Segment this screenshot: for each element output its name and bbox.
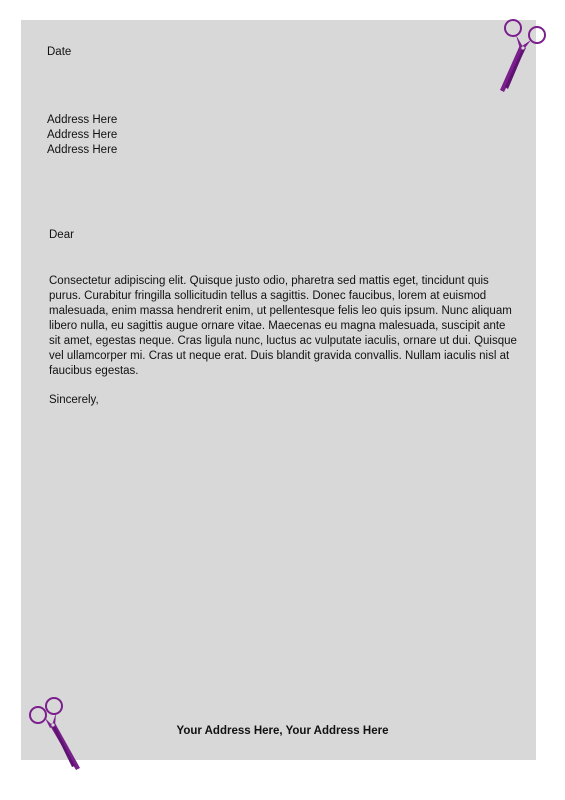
address-line-2: Address Here [47,129,118,141]
address-block [47,113,117,158]
greeting: Dear [49,229,74,241]
scissors-icon [492,18,548,94]
letter-body: Consectetur adipiscing elit. Quisque justo odio, pharetra sed mattis eget, tincidunt quis purus. Curabitur fringilla sollicitudin tellus a sagittis. Donec faucibus, lorem at euismod malesuada, enim massa hendrerit enim, ut pellentesque felis leo quis ipsum. Nunc aliquam libero nulla, eu sagittis augue ornare vitae. Maecenas eu magna malesuada, suscipit ante sit amet, egestas neque. Cras ligula nunc, luctus ac vulputate iaculis, ornare ut dui. Quisque vel ullamcorper mi. Cras ut neque erat. Duis blandit gravida convallis. Nullam iaculis nisl at faucibus egestas. [49,275,517,377]
scissors-icon [26,696,84,770]
closing: Sincerely, [49,394,99,406]
footer-address: Your Address Here, Your Address Here [176,725,389,737]
address-line-1: Address Here [47,114,118,126]
address-line-3: Address Here [47,144,118,156]
date-line: Date [47,46,72,58]
